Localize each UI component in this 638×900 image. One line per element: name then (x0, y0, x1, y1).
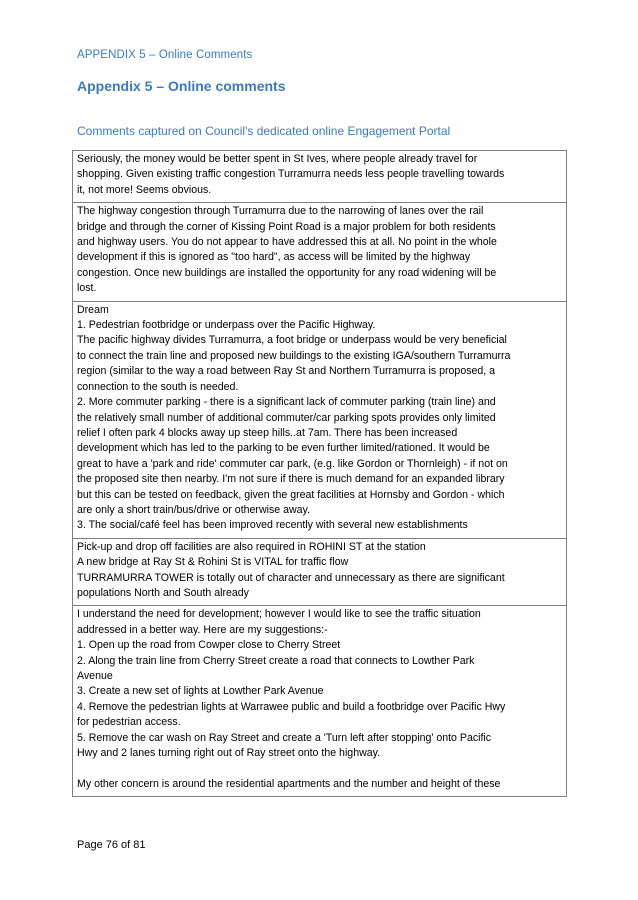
comment-cell (73, 151, 567, 203)
comment-line: but this can be tested on feedback, given the great facilities at Hornsby and Gordon - which (77, 488, 505, 501)
comment-line: 2. More commuter parking - there is a significant lack of commuter parking (train line) and (77, 396, 496, 409)
page-number: Page 76 of 81 (77, 839, 146, 851)
comment-line: Avenue (77, 670, 113, 682)
comment-line: 5. Remove the car wash on Ray Street and create a 'Turn left after stopping' onto Pacific (77, 731, 492, 744)
comment-line: lost. (77, 282, 97, 295)
comment-line: 2. Along the train line from Cherry Street create a road that connects to Lowther Park (77, 654, 475, 667)
comment-line: great to have a 'park and ride' commuter car park, (e.g. like Gordon or Thornleigh) - if not on (77, 457, 508, 470)
comment-line: populations North and South already (77, 586, 249, 599)
comment-cell (73, 538, 567, 606)
comment-row (73, 606, 567, 797)
comment-line: connection to the south is needed. (77, 380, 239, 393)
comment-line: to connect the train line and proposed new buildings to the existing IGA/southern Turramurra (77, 349, 511, 362)
comment-line: 1. Open up the road from Cowper close to Cherry Street (77, 639, 341, 652)
comment-line: Dream (77, 303, 109, 316)
comment-line: the relatively small number of additional commuter/car parking spots provides only limited (77, 411, 496, 424)
comment-row (73, 301, 567, 538)
comment-line: the proposed site then nearby. I'm not sure if there is much demand for an expanded library (77, 473, 505, 486)
comment-line: and highway users. You do not appear to have addressed this at all. No point in the whole (77, 236, 497, 249)
comment-line: I understand the need for development; however I would like to see the traffic situation (77, 608, 481, 621)
comment-row (73, 538, 567, 606)
comment-line: addressed in a better way. Here are my suggestions:- (77, 623, 328, 636)
comment-line: development which has led to the parking to be even further limited/rationed. It would be (77, 442, 490, 455)
appendix-title: Appendix 5 – Online comments (77, 78, 286, 94)
running-header: APPENDIX 5 – Online Comments (77, 49, 253, 61)
comment-line: Hwy and 2 lanes turning right out of Ray street onto the highway. (77, 747, 381, 760)
comment-line: The pacific highway divides Turramurra, a foot bridge or underpass would be very beneficial (77, 334, 507, 347)
comment-line: TURRAMURRA TOWER is totally out of character and unnecessary as there are significant (77, 571, 505, 584)
comment-line: Seriously, the money would be better spent in St Ives, where people already travel for (77, 153, 478, 165)
comment-row (73, 203, 567, 301)
comment-cell (73, 301, 567, 538)
comment-line: shopping. Given existing traffic congestion Turramurra needs less people travelling towards (77, 168, 505, 181)
comments-table-body (73, 151, 567, 797)
comment-line: it, not more! Seems obvious. (77, 183, 212, 196)
comment-line: 3. The social/café feel has been improved recently with several new establishments (77, 519, 468, 532)
comment-line: for pedestrian access. (77, 716, 181, 729)
comment-line: Pick-up and drop off facilities are also required in ROHINI ST at the station (77, 540, 426, 553)
comment-line: 3. Create a new set of lights at Lowther Park Avenue (77, 685, 324, 698)
comment-line: My other concern is around the residential apartments and the number and height of these (77, 777, 501, 790)
comment-cell (73, 606, 567, 797)
comment-line: 1. Pedestrian footbridge or underpass over the Pacific Highway. (77, 319, 376, 332)
comment-line: 4. Remove the pedestrian lights at Warrawee public and build a footbridge over Pacific Hwy (77, 700, 506, 713)
section-heading: Comments captured on Council's dedicated online Engagement Portal (77, 124, 451, 138)
comment-line: are only a short train/bus/drive or otherwise away. (77, 503, 310, 516)
comment-line: development if this is ignored as "too hard", as access will be limited by the highway (77, 251, 471, 264)
comment-line: region (similar to the way a road between Ray St and Northern Turramurra is proposed, a (77, 365, 496, 378)
comment-cell (73, 203, 567, 301)
comment-row (73, 151, 567, 203)
comment-line: relief I often park 4 blocks away up steep hills..at 7am. There has been increased (77, 426, 458, 439)
comment-line: congestion. Once new buildings are installed the opportunity for any road widening will be (77, 266, 497, 279)
comments-table (72, 150, 567, 797)
comment-line: A new bridge at Ray St & Rohini St is VITAL for traffic flow (77, 556, 349, 569)
comment-line: bridge and through the corner of Kissing Point Road is a major problem for both residents (77, 220, 496, 233)
comment-line: The highway congestion through Turramurra due to the narrowing of lanes over the rail (77, 205, 484, 218)
comment-blank-line (77, 761, 562, 776)
